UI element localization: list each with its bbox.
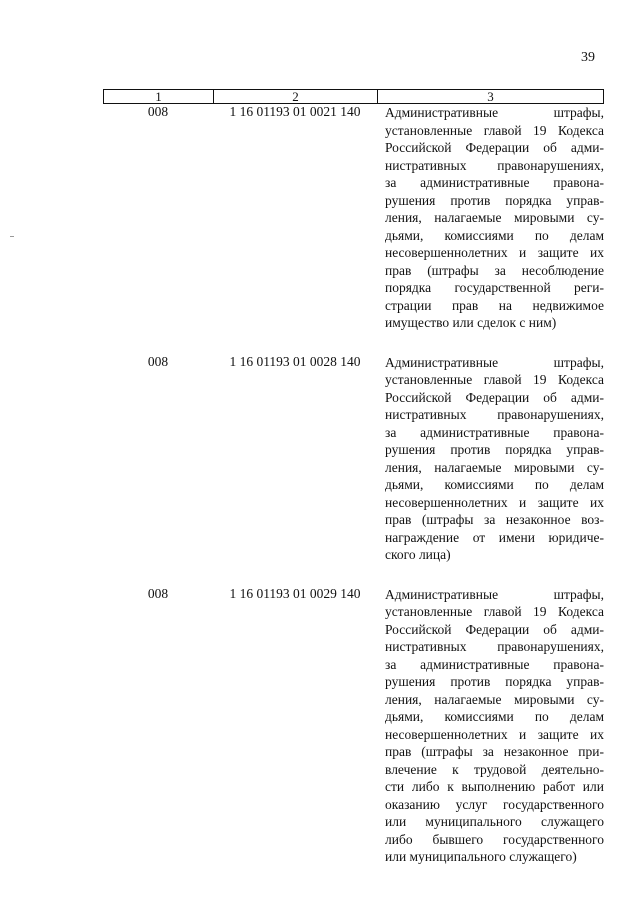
income-description [377, 354, 604, 564]
table-header-row [103, 89, 604, 104]
description-line: рушения против порядка управ- [385, 674, 604, 689]
description-line: Административные штрафы, [385, 105, 604, 120]
description-line: дьями, комиссиями по делам [385, 227, 604, 243]
description-line: награждение от имени юридиче- [385, 529, 604, 545]
description-line: Российской Федерации об адми- [385, 140, 604, 155]
header-col-1: 1 [104, 90, 214, 103]
description-line: либо бывшего государственного [385, 831, 604, 847]
description-line: имущество или сделок с ним) [385, 315, 557, 330]
description-line: несовершеннолетних и защите их [385, 726, 604, 742]
description-line: ления, налагаемые мировыми су- [385, 691, 604, 707]
description-line: рушения против порядка управ- [385, 442, 604, 457]
description-line: нистративных правонарушениях, [385, 639, 604, 654]
header-col-2: 2 [214, 90, 378, 103]
description-line: ления, налагаемые мировыми су- [385, 459, 604, 475]
description-line: Административные штрафы, [385, 354, 604, 370]
admin-code: 008 [147, 585, 169, 601]
description-line: Российской Федерации об адми- [385, 389, 604, 405]
description-line: влечение к трудовой деятельно- [385, 761, 604, 777]
description-line: Российской Федерации об адми- [385, 621, 604, 637]
description-line: ского лица) [385, 547, 451, 562]
income-description [377, 104, 604, 332]
description-line: прав (штрафы за несоблюдение [385, 262, 604, 278]
description-line: нистративных правонарушениях, [385, 407, 604, 422]
description-line: несовершеннолетних и защите их [385, 494, 604, 510]
description-line: оказанию услуг государственного [385, 796, 604, 812]
budget-classification-code: 1 16 01193 01 0028 140 [229, 353, 361, 369]
description-line: страции прав на недвижимое [385, 297, 604, 313]
budget-classification-code: 1 16 01193 01 0029 140 [229, 585, 361, 601]
description-line: за административные правона- [385, 175, 604, 190]
description-line: несовершеннолетних и защите их [385, 245, 604, 260]
page-number: 39 [581, 50, 595, 65]
description-line: ления, налагаемые мировыми су- [385, 210, 604, 225]
admin-code: 008 [147, 353, 169, 369]
description-line: Административные штрафы, [385, 586, 604, 602]
description-line: за административные правона- [385, 656, 604, 672]
description-line: нистративных правонарушениях, [385, 157, 604, 173]
description-line: или муниципального служащего) [385, 849, 577, 864]
margin-mark [10, 236, 14, 237]
description-line: дьями, комиссиями по делам [385, 477, 604, 492]
description-line: сти либо к выполнению работ или [385, 779, 604, 794]
table-row [103, 104, 604, 332]
description-line: дьями, комиссиями по делам [385, 709, 604, 724]
description-line: прав (штрафы за незаконное при- [385, 744, 604, 759]
description-line: рушения против порядка управ- [385, 192, 604, 208]
description-line: прав (штрафы за незаконное воз- [385, 512, 604, 527]
header-col-3: 3 [487, 89, 494, 104]
description-line: порядка государственной реги- [385, 280, 604, 295]
description-line: за административные правона- [385, 424, 604, 440]
table-row [103, 586, 604, 866]
description-line: установленные главой 19 Кодекса [385, 604, 604, 619]
income-description [377, 586, 604, 866]
document-table [103, 89, 604, 866]
description-line: установленные главой 19 Кодекса [385, 372, 604, 387]
description-line: или муниципального служащего [385, 814, 604, 829]
table-row [103, 354, 604, 564]
budget-classification-code: 1 16 01193 01 0021 140 [229, 104, 361, 119]
description-line: установленные главой 19 Кодекса [385, 122, 604, 138]
admin-code: 008 [147, 104, 169, 119]
